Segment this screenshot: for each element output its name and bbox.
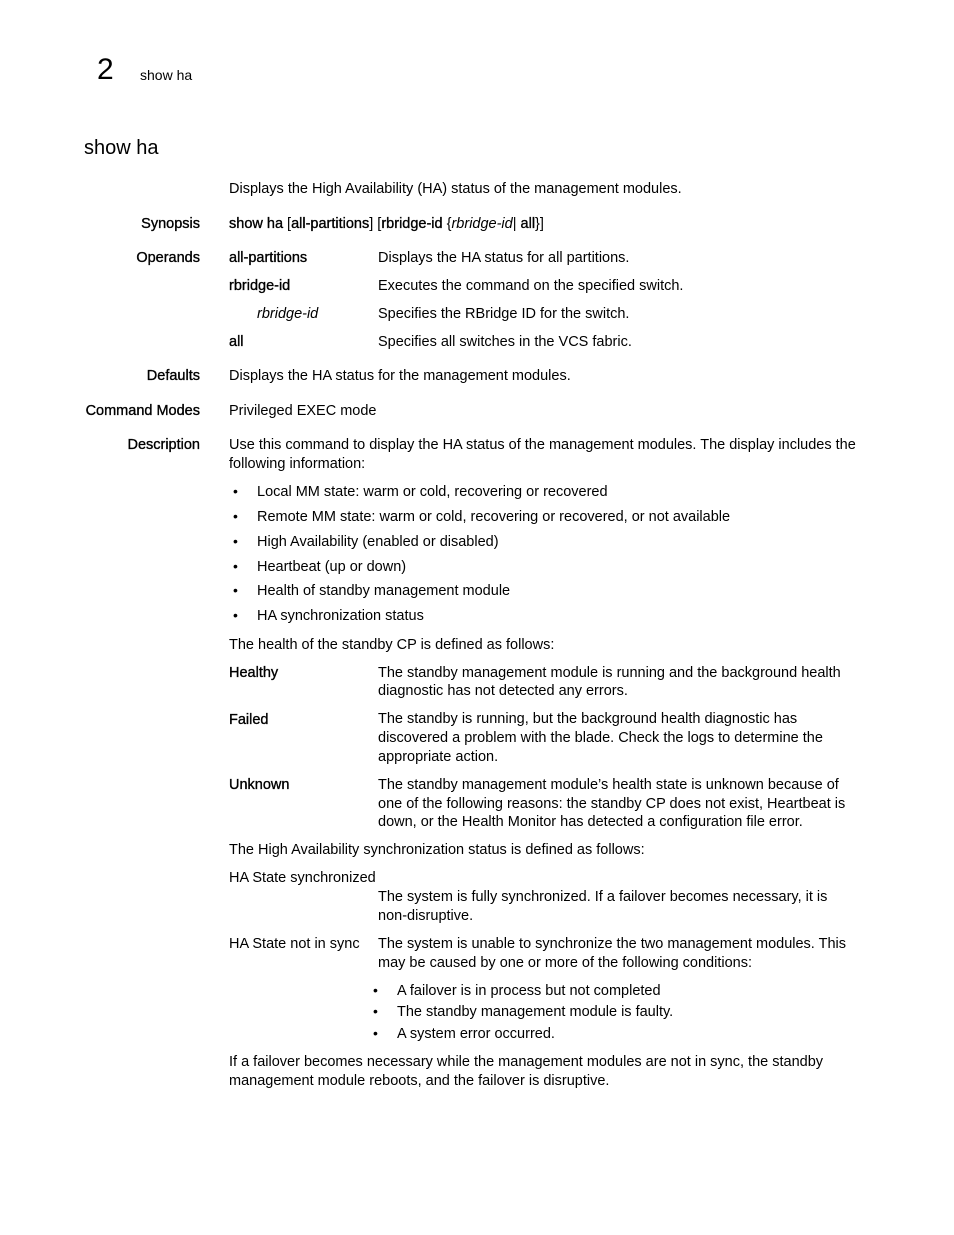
synopsis-rbridge-id: rbridge-id [381, 216, 443, 232]
list-item: Heartbeat (up or down) [257, 559, 407, 575]
list-item: A failover is in process but not completed [397, 983, 661, 999]
bullet-glyph: • [233, 508, 238, 524]
command-modes-label: Command Modes [85, 403, 200, 419]
synopsis-cmd: show ha [229, 216, 284, 232]
list-item: Remote MM state: warm or cold, recovering or recovered, or not available [257, 509, 731, 525]
bullet-glyph: • [373, 1025, 378, 1041]
intro-text: Displays the High Availability (HA) status of the management modules. [229, 181, 682, 197]
sync-desc-line: The system is unable to synchronize the two management modules. This [378, 936, 846, 952]
synopsis-all-partitions: all-partitions [291, 216, 370, 232]
sync-desc-line: non-disruptive. [378, 908, 474, 924]
health-term: Healthy [229, 665, 279, 681]
list-item: Local MM state: warm or cold, recovering or recovered [257, 484, 608, 500]
bullet-glyph: • [373, 982, 378, 998]
synopsis-bracket: ] [ [369, 216, 382, 232]
operand-desc: Specifies the RBridge ID for the switch. [378, 306, 630, 322]
sync-intro: The High Availability synchronization status is defined as follows: [229, 842, 645, 858]
health-term: Failed [229, 712, 269, 728]
bullet-glyph: • [233, 558, 238, 574]
health-desc-line: The standby management module’s health state is unknown because of [378, 777, 839, 793]
health-desc-line: discovered a problem with the blade. Check the logs to determine the [378, 730, 823, 746]
chapter-number: 2 [97, 53, 114, 86]
operand-term: all-partitions [229, 250, 308, 266]
operand-term: all [229, 334, 244, 350]
list-item: A system error occurred. [397, 1026, 555, 1042]
list-item: Health of standby management module [257, 583, 511, 599]
operand-desc: Specifies all switches in the VCS fabric. [378, 334, 632, 350]
bullet-glyph: • [233, 483, 238, 499]
command-modes-text: Privileged EXEC mode [229, 403, 377, 419]
health-desc-line: diagnostic has not detected any errors. [378, 683, 628, 699]
list-item: HA synchronization status [257, 608, 424, 624]
health-desc-line: The standby management module is running and the background health [378, 665, 841, 681]
bullet-glyph: • [233, 533, 238, 549]
bullet-glyph: • [373, 1003, 378, 1019]
synopsis-pipe: | [512, 216, 517, 232]
bullet-glyph: • [233, 607, 238, 623]
description-label: Description [127, 437, 200, 453]
description-line: Use this command to display the HA status of the management modules. The display includes the [229, 437, 856, 453]
description-line: following information: [229, 456, 366, 472]
closing-line: management module reboots, and the failover is disruptive. [229, 1073, 610, 1089]
health-desc-line: appropriate action. [378, 749, 499, 765]
sync-term: HA State synchronized [229, 870, 376, 886]
synopsis-label: Synopsis [141, 216, 200, 232]
list-item: High Availability (enabled or disabled) [257, 534, 499, 550]
running-header-title: show ha [140, 67, 193, 83]
sync-desc-line: The system is fully synchronized. If a failover becomes necessary, it is [378, 889, 828, 905]
list-item: The standby management module is faulty. [397, 1004, 674, 1020]
bullet-glyph: • [233, 582, 238, 598]
synopsis-command [229, 215, 869, 234]
operand-desc: Displays the HA status for all partitions. [378, 250, 630, 266]
defaults-label: Defaults [146, 368, 200, 384]
operand-term: rbridge-id [257, 306, 319, 322]
synopsis-bracket: [ [283, 216, 292, 232]
synopsis-all: all [516, 216, 536, 232]
sync-term: HA State not in sync [229, 936, 360, 952]
health-intro: The health of the standby CP is defined as follows: [229, 637, 555, 653]
section-title: show ha [84, 137, 159, 159]
operand-term: rbridge-id [229, 278, 291, 294]
closing-line: If a failover becomes necessary while the management modules are not in sync, the standby [229, 1054, 824, 1070]
defaults-text: Displays the HA status for the management modules. [229, 368, 571, 384]
health-desc-line: The standby is running, but the background health diagnostic has [378, 711, 798, 727]
operand-desc: Executes the command on the specified switch. [378, 278, 684, 294]
operands-label: Operands [136, 250, 200, 266]
synopsis-brace: }] [535, 216, 544, 232]
synopsis-rbridge-id-var: rbridge-id [451, 216, 513, 232]
health-desc-line: one of the following reasons: the standby CP does not exist, Heartbeat is [378, 796, 846, 812]
synopsis-brace: { [442, 216, 452, 232]
health-term: Unknown [229, 777, 290, 793]
health-desc-line: down, or the Health Monitor has detected a configuration file error. [378, 814, 803, 830]
sync-desc-line: may be caused by one or more of the following conditions: [378, 955, 752, 971]
